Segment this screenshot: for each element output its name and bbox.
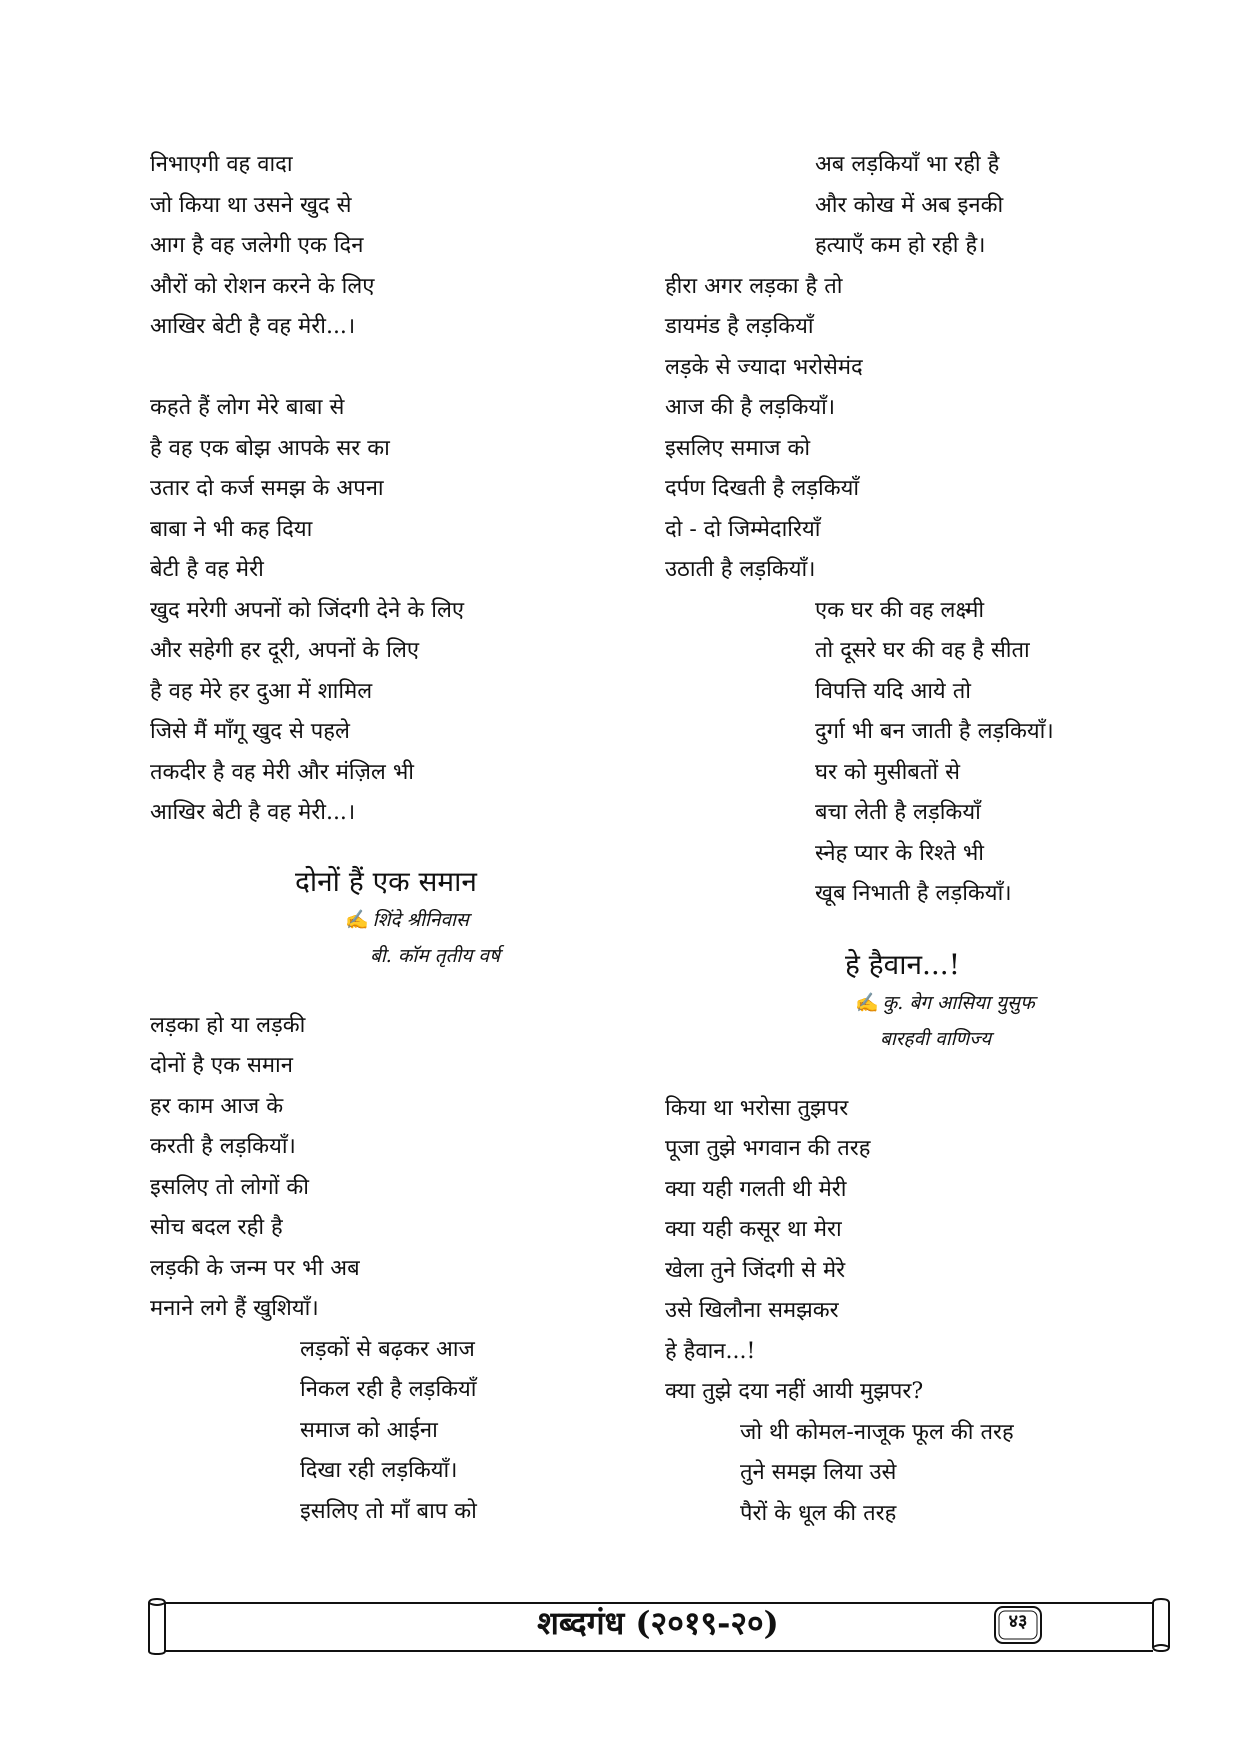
poem3-title: हे हैवान...! (845, 947, 960, 981)
poem-line: तो दूसरे घर की वह है सीता (815, 638, 1030, 663)
poem-line: जिसे मैं माँगू खुद से पहले (150, 719, 350, 744)
poem-line: और कोख में अब इनकी (815, 192, 1004, 218)
poem2-cont-b (665, 267, 1125, 591)
poem-line: समाज को आईना (300, 1417, 438, 1443)
poem-line: आखिर बेटी है वह मेरी...। (150, 314, 356, 339)
poem-line: खेला तुने जिंदगी से मेरे (665, 1257, 846, 1283)
poem-line: लड़का हो या लड़की (150, 1012, 306, 1038)
poem-line: दुर्गा भी बन जाती है लड़कियाँ। (815, 719, 1054, 744)
pen-writing-icon: ✍ (345, 908, 369, 931)
poem-line: उसे खिलौना समझकर (665, 1298, 839, 1323)
poem-line: उठाती है लड़कियाँ। (665, 557, 816, 582)
poem-line: दिखा रही लड़कियाँ। (300, 1458, 458, 1483)
poem-line: स्नेह प्यार के रिश्ते भी (815, 840, 984, 866)
poem-line: मनाने लगे हैं खुशियाँ। (150, 1296, 319, 1321)
poem-line: निकल रही है लड़कियाँ (300, 1377, 477, 1402)
poem-line: खुद मरेगी अपनों को जिंदगी देने के लिए (150, 597, 465, 623)
poem2-lines-b (150, 1330, 620, 1533)
page-number: ४३ (1008, 1611, 1028, 1632)
poem-line: जो थी कोमल-नाजूक फूल की तरह (740, 1419, 1014, 1445)
poem-line: हत्याएँ कम हो रही है। (815, 233, 986, 258)
poem2-cont-a (665, 145, 1125, 267)
poem-line: औरों को रोशन करने के लिए (150, 273, 375, 299)
poem-line: दर्पण दिखती है लड़कियाँ (665, 476, 860, 501)
pen-writing-icon: ✍ (855, 991, 879, 1014)
poem2-cont-c (665, 591, 1125, 915)
poem-line: अब लड़कियाँ भा रही है (815, 152, 1000, 177)
poem-line: बचा लेती है लड़कियाँ (815, 800, 981, 825)
poem-line: निभाएगी वह वादा (150, 152, 293, 177)
poem-line: करती है लड़कियाँ। (150, 1134, 296, 1159)
poem-line: इसलिए तो माँ बाप को (300, 1498, 477, 1524)
right-column (665, 145, 1125, 1534)
poem-line: हर काम आज के (150, 1093, 284, 1119)
poem-line: पूजा तुझे भगवान की तरह (665, 1136, 871, 1161)
poem-line: तकदीर है वह मेरी और मंज़िल भी (150, 759, 414, 785)
left-column (150, 145, 620, 1532)
poem-line: इसलिए तो लोगों की (150, 1174, 309, 1200)
footer-title: शब्दगंध (२०१९-२०) (537, 1604, 779, 1642)
poem3-lines-b (665, 1413, 1125, 1535)
poem-line: है वह एक बोझ आपके सर का (150, 435, 390, 461)
poem-line: लड़के से ज्यादा भरोसेमंद (665, 354, 863, 380)
poem2-title: दोनों हैं एक समान (295, 864, 477, 898)
poem-line: एक घर की वह लक्ष्मी (815, 597, 985, 623)
poem-line: लड़कों से बढ़कर आज (300, 1336, 475, 1362)
poem-line: क्या यही गलती थी मेरी (665, 1176, 847, 1202)
poem-line: लड़की के जन्म पर भी अब (150, 1255, 360, 1281)
poem2-author: ✍ शिंदे श्रीनिवास (345, 908, 469, 931)
poem-line: सोच बदल रही है (150, 1215, 283, 1240)
poem-line: इसलिए समाज को (665, 435, 811, 461)
poem-line: है वह मेरे हर दुआ में शामिल (150, 678, 373, 704)
poem-line: और सहेगी हर दूरी, अपनों के लिए (150, 638, 420, 663)
poem-line: क्या यही कसूर था मेरा (665, 1217, 842, 1242)
poem-line: जो किया था उसने खुद से (150, 192, 352, 218)
poem-line: आखिर बेटी है वह मेरी...। (150, 800, 356, 825)
poem-line: घर को मुसीबतों से (815, 759, 960, 785)
poem2-class: बी. कॉम तृतीय वर्ष (370, 944, 500, 967)
poem-line: उतार दो कर्ज समझ के अपना (150, 476, 384, 501)
poem2-lines-a (150, 1006, 620, 1330)
poem-line: खूब निभाती है लड़कियाँ। (815, 881, 1012, 906)
poem1-stanza2 (150, 388, 620, 834)
poem-line: क्या तुझे दया नहीं आयी मुझपर? (665, 1379, 924, 1404)
poem-line: हीरा अगर लड़का है तो (665, 273, 843, 299)
poem-line: हे हैवान...! (665, 1338, 756, 1364)
poem-line: कहते हैं लोग मेरे बाबा से (150, 395, 345, 420)
poem-line: बेटी है वह मेरी (150, 557, 264, 582)
poem1-stanza1 (150, 145, 620, 348)
poem-line: किया था भरोसा तुझपर (665, 1095, 849, 1121)
poem3-class: बारहवी वाणिज्य (880, 1027, 992, 1050)
poem-line: दोनों है एक समान (150, 1053, 293, 1078)
poem-line: आग है वह जलेगी एक दिन (150, 233, 364, 258)
poem-line: पैरों के धूल की तरह (740, 1500, 897, 1526)
poem-line: आज की है लड़कियाँ। (665, 395, 836, 420)
poem-line: विपत्ति यदि आये तो (815, 678, 971, 704)
poem-line: दो - दो जिम्मेदारियाँ (665, 516, 821, 542)
footer-banner (143, 1597, 1173, 1655)
poem3-lines-a (665, 1089, 1125, 1413)
poem-line: डायमंड है लड़कियाँ (665, 314, 814, 339)
poem-line: बाबा ने भी कह दिया (150, 516, 313, 542)
poem-line: तुने समझ लिया उसे (740, 1460, 897, 1485)
poem3-author: ✍ कु. बेग आसिया युसुफ (855, 991, 1035, 1014)
